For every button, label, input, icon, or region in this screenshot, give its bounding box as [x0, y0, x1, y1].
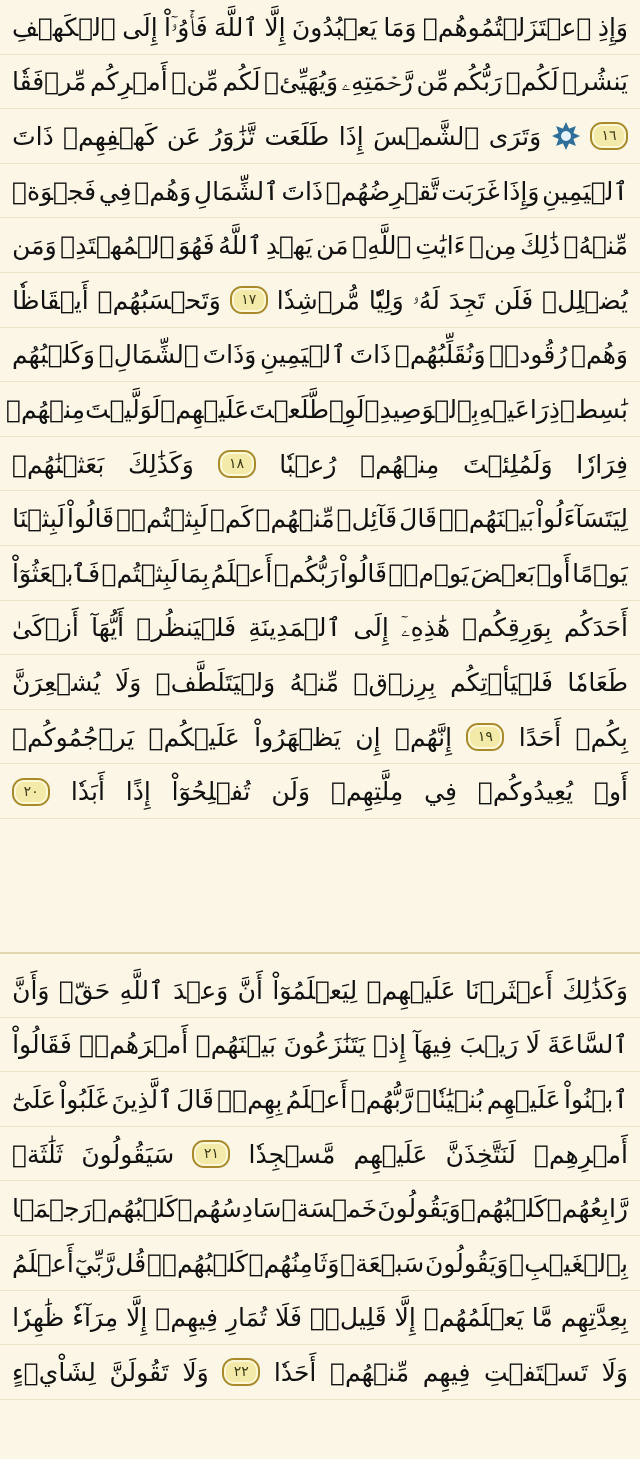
quran-word: يَظۡهَرُواْ [254, 722, 341, 752]
bottom-line-1 [0, 963, 640, 1018]
quran-word: وَهُمۡ [571, 340, 628, 370]
quran-word: فِيهِمۡ [155, 1303, 218, 1333]
quran-word: لِيَتَسَآءَلُواْ [536, 504, 628, 534]
quran-word: يَوۡمٖۚ [388, 558, 469, 588]
quran-word: ٱعۡتَزَلۡتُمُوهُمۡ [422, 12, 592, 42]
quran-word: فَقَالُواْ [12, 1030, 72, 1060]
quran-word: هَٰذِهِۦٓ [401, 613, 450, 643]
quran-word: سَيَقُولُونَ [81, 1139, 175, 1169]
quran-word: مُّرۡشِدٗا [276, 285, 360, 315]
quran-word: خَمۡسَةٞ [281, 1194, 378, 1224]
quran-word: ثَلَٰثَةٞ [12, 1139, 64, 1169]
quran-word: أَحَدَكُم [563, 613, 628, 643]
quran-word: مَن [316, 231, 349, 261]
quran-word: ذِرَاعَيۡهِ [478, 394, 560, 424]
quran-word: لَبِثۡتُمۡۖ [116, 504, 208, 534]
quran-word: عَن [166, 121, 201, 151]
quran-word: ٱلۡكَهۡفِ [12, 12, 116, 42]
quran-word: ٱللَّهِۗ [352, 231, 412, 261]
quran-word: وَلِيّٗا [368, 285, 404, 315]
quran-word: وَإِذِ [597, 12, 628, 42]
quran-word: كَلۡبُهُمۡ [91, 1194, 178, 1224]
quran-word: تَّزَٰوَرُ [210, 121, 256, 151]
ayah-number-marker: ١٩ [466, 723, 504, 751]
quran-word: ذَاتَ [349, 340, 392, 370]
quran-word: رَيۡبَ [459, 1030, 519, 1060]
quran-word: طَعَامٗا [567, 667, 628, 697]
quran-word: بِعِدَّتِهِم [560, 1303, 628, 1333]
quran-word: ٱلشِّمَالِ [193, 176, 279, 206]
quran-word: فَٱبۡعَثُوٓاْ [12, 558, 101, 588]
quran-word: تَقُولَنَّ [109, 1357, 169, 1387]
quran-word: لَوَلَّيۡتَ [85, 394, 161, 424]
quran-word: وَلَمُلِئۡتَ [463, 449, 553, 479]
quran-word: فَأۡوُۥٓاْ [164, 12, 208, 42]
top-line-5 [0, 218, 640, 273]
quran-word: مِّرۡفَقٗا [12, 67, 87, 97]
quran-word: مِّنۡهُ [289, 667, 340, 697]
quran-word: كَهۡفِهِمۡ [63, 121, 158, 151]
quran-word: أَحَدٗا [273, 1357, 317, 1387]
quran-word: ٱلۡيَمِينِ [542, 176, 628, 206]
quran-word: وَكَذَٰلِكَ [562, 975, 628, 1005]
quran-word: لِيَعۡلَمُوٓاْ [272, 975, 358, 1005]
quran-word: وَمَن [12, 231, 57, 261]
top-line-7 [0, 328, 640, 383]
quran-word: أَمۡرَهُمۡۖ [79, 1030, 189, 1060]
sajdah-star-icon [551, 121, 581, 151]
top-line-12 [0, 601, 640, 656]
quran-word: قَآئِلٞ [336, 504, 398, 534]
quran-word: رُقُودٞۚ [489, 340, 568, 370]
quran-word: أَبَدٗا [70, 777, 105, 807]
quran-word: ذَاتَ [12, 121, 54, 151]
quran-word: بِرِزۡقٖ [353, 667, 436, 697]
quran-word: يَرۡجُمُوكُمۡ [12, 722, 135, 752]
quran-word: أَمۡرِهِمۡ [534, 1139, 628, 1169]
quran-word: عَلَيۡهِمۡ [366, 975, 456, 1005]
quran-word: بَعۡضَ [470, 558, 536, 588]
quran-word: عَلَيۡهِم [353, 1139, 428, 1169]
quran-word: لَهُۥ [412, 285, 440, 315]
quran-word: يَوۡمًا [572, 558, 628, 588]
quran-word: مِّن [416, 67, 449, 97]
quran-word: قَالَ [176, 1084, 214, 1114]
quran-word: قَالُواْ [339, 558, 387, 588]
quran-word: سَبۡعَةٞ [340, 1248, 425, 1278]
quran-word: وَلَن [271, 777, 311, 807]
quran-word: أَمۡرِكُم [90, 67, 168, 97]
top-line-15 [0, 764, 640, 819]
quran-word: يَعۡبُدُونَ [291, 12, 378, 42]
quran-word: رَّبُّهُمۡ [350, 1084, 413, 1114]
quran-word: قَلِيلٞۗ [309, 1303, 387, 1333]
top-line-8 [0, 382, 640, 437]
quran-word: إِنَّهُمۡ [394, 722, 453, 752]
quran-word: وَيُهَيِّئۡ [264, 67, 339, 97]
quran-word: إِلَّا [126, 1303, 148, 1333]
quran-word: طَلَعَت [264, 121, 330, 151]
quran-word: فَلۡيَنظُرۡ [136, 613, 237, 643]
quran-word: ٱطَّلَعۡتَ [249, 394, 345, 424]
quran-word: تُفۡلِحُوٓاْ [171, 777, 251, 807]
quran-word: وَيَقُولُونَ [377, 1194, 461, 1224]
top-line-11 [0, 546, 640, 601]
quran-word: بَٰسِطٞ [560, 394, 628, 424]
quran-word: وَأَنَّ [12, 975, 50, 1005]
quran-word: فَلَا [275, 1303, 302, 1333]
quran-word: وَذَاتَ [202, 340, 257, 370]
quran-word: وَتَرَى [488, 121, 542, 151]
quran-word: عَلَيۡهِم [486, 1084, 561, 1114]
quran-word: مِنۡهُمۡ [360, 449, 440, 479]
quran-word: أَوۡ [536, 558, 571, 588]
quran-word: إِذَا [338, 121, 364, 151]
quran-word: فَلَن [493, 285, 534, 315]
quran-word: يَهۡدِ [265, 231, 313, 261]
quran-word: فِي [98, 176, 132, 206]
quran-word: يُضۡلِلۡ [542, 285, 628, 315]
quran-word: رَبُّكُمۡ [273, 558, 339, 588]
quran-word: ءَايَٰتِ [415, 231, 466, 261]
ayah-number-marker: ٢١ [192, 1140, 230, 1168]
quran-word: وَلۡيَتَلَطَّفۡ [155, 667, 276, 697]
quran-word: ٱلَّذِينَ [111, 1084, 173, 1114]
top-line-6 [0, 273, 640, 328]
quran-word: وَإِذَا [502, 176, 540, 206]
quran-word: ٱلشَّمۡسَ [373, 121, 480, 151]
top-line-4 [0, 164, 640, 219]
quran-word: ٱلسَّاعَةَ [547, 1030, 628, 1060]
quran-word: كَلۡبُهُمۡ [460, 1194, 547, 1224]
quran-word: أَنَّ [237, 975, 263, 1005]
quran-word: إِذۡ [372, 1030, 407, 1060]
quran-word: لَكُم [222, 67, 261, 97]
quran-word: بُنۡيَٰنٗاۖ [416, 1084, 484, 1114]
quran-word: قَالَ [399, 504, 437, 534]
quran-word: مِّنۡهُمۡ [330, 1357, 410, 1387]
ayah-number-marker: ٢٢ [222, 1358, 260, 1386]
quran-word: وَنُقَلِّبُهُمۡ [394, 340, 486, 370]
quran-word: كَمۡ [209, 504, 254, 534]
quran-word: فِي [424, 777, 457, 807]
quran-word: مَّسۡجِدٗا [248, 1139, 336, 1169]
quran-word: فَهُوَ [178, 231, 215, 261]
top-line-14 [0, 710, 640, 765]
quran-word: أَعۡثَرۡنَا [464, 975, 553, 1005]
quran-word: وَلَا [182, 1357, 209, 1387]
quran-word: أَعۡلَمُ [210, 558, 273, 588]
quran-word: لَنَتَّخِذَنَّ [445, 1139, 516, 1169]
quran-word: بِٱلۡوَصِيدِۚ [364, 394, 479, 424]
quran-word: بِمَا [180, 558, 210, 588]
ayah-number-marker: ١٧ [230, 286, 268, 314]
quran-word: بَعَثۡنَٰهُمۡ [12, 449, 105, 479]
quran-word: ٱللَّهَ [214, 12, 258, 42]
quran-word: رَّابِعُهُمۡ [546, 1194, 628, 1224]
quran-word: حَقّٞ [58, 975, 111, 1005]
quran-word: ٱلۡيَمِينِ [260, 340, 346, 370]
quran-word: تُمَارِ [225, 1303, 268, 1333]
quran-word: أَعۡلَمُ [285, 1084, 348, 1114]
quran-word: وَعۡدَ [173, 975, 229, 1005]
quran-word: تَّقۡرِضُهُمۡ [325, 176, 439, 206]
quran-word: كَلۡبُهُمۡۚ [146, 1248, 248, 1278]
quran-word: مَّا [531, 1303, 553, 1333]
quran-word: لَبِثۡنَا [12, 504, 65, 534]
quran-word: رُعۡبٗا [279, 449, 337, 479]
quran-word: يَنشُرۡ [562, 67, 628, 97]
quran-word: ذَٰلِكَ [520, 231, 560, 261]
quran-word: وَيَقُولُونَ [424, 1248, 509, 1278]
top-line-10 [0, 491, 640, 546]
quran-word: رَجۡمَۢا [12, 1194, 92, 1224]
bottom-line-4 [0, 1127, 640, 1182]
quran-word: غَرَبَت [441, 176, 500, 206]
quran-word: مِرَآءٗ [72, 1303, 119, 1333]
page-divider [0, 946, 640, 960]
quran-word: بِكُمۡ [575, 722, 628, 752]
bottom-line-2 [0, 1018, 640, 1073]
quran-word: وَثَامِنُهُمۡ [248, 1248, 340, 1278]
quran-word: رَّحۡمَتِهِۦ [341, 67, 413, 97]
quran-word: يُعِيدُوكُمۡ [477, 777, 574, 807]
quran-word: ٱللَّهُ [218, 231, 263, 261]
quran-word: وَلَا [114, 667, 142, 697]
quran-word: لَكُمۡ [505, 67, 559, 97]
quran-word: أَوۡ [593, 777, 628, 807]
quran-word: مِّنۡهُۚ [563, 231, 628, 261]
quran-word: رَبُّكُم [452, 67, 503, 97]
quran-word: مِنۡ [469, 231, 517, 261]
quran-word: إِلَّا [264, 12, 286, 42]
quran-word: مِلَّتِهِمۡ [330, 777, 404, 807]
quran-word: ذَاتَ [281, 176, 324, 206]
quran-word: فِرَارٗا [576, 449, 628, 479]
top-line-13 [0, 655, 640, 710]
quran-word: يُشۡعِرَنَّ [12, 667, 101, 697]
bottom-line-8 [0, 1345, 640, 1400]
quran-word: لِشَاْيۡءٍ [12, 1357, 96, 1387]
quran-word: رَّبِّيٓ [74, 1248, 115, 1278]
quran-word: فَلۡيَأۡتِكُم [450, 667, 553, 697]
quran-word: مِنۡهُمۡ [5, 394, 86, 424]
quran-word: فِيهِم [422, 1357, 471, 1387]
top-line-9 [0, 437, 640, 492]
top-line-3 [0, 109, 640, 164]
quran-word: بَيۡنَهُمۡ [195, 1030, 276, 1060]
quran-word: تَسۡتَفۡتِ [484, 1357, 589, 1387]
quran-word: بِٱلۡغَيۡبِۖ [509, 1248, 628, 1278]
quran-word: إِلَى [122, 12, 158, 42]
quran-word: أَحَدًا [518, 722, 562, 752]
quran-word: قُل [115, 1248, 147, 1278]
quran-word: يَتَنَٰزَعُونَ [283, 1030, 366, 1060]
quran-word: لَا [525, 1030, 540, 1060]
quran-word: ٱلشِّمَالِۖ [98, 340, 199, 370]
quran-word: فَجۡوَةٖ [12, 176, 97, 206]
quran-word: لَوِ [344, 394, 365, 424]
quran-word: مِّنۡ [171, 67, 219, 97]
quran-word: عَلَيۡهِمۡ [160, 394, 250, 424]
quran-word: أَزۡكَىٰ [12, 613, 79, 643]
quran-word: بِهِمۡۚ [217, 1084, 283, 1114]
top-line-2 [0, 55, 640, 110]
quran-word: وَكَلۡبُهُم [12, 340, 95, 370]
quran-word: عَلَيۡكُمۡ [148, 722, 240, 752]
quran-word: أَعۡلَمُ [12, 1248, 74, 1278]
quran-word: ظَٰهِرٗا [12, 1303, 65, 1333]
quran-word: إِذًا [125, 777, 151, 807]
quran-word: وَكَذَٰلِكَ [128, 449, 194, 479]
quran-word: قَالُواْ [67, 504, 115, 534]
bottom-text-block [0, 963, 640, 1400]
quran-word: عَلَىٰٓ [12, 1084, 57, 1114]
quran-word: إِلَى [353, 613, 389, 643]
quran-word: يَعۡلَمُهُمۡ [423, 1303, 524, 1333]
quran-word: بَيۡنَهُمۡۚ [438, 504, 535, 534]
bottom-line-5 [0, 1181, 640, 1236]
quran-word: وَهُمۡ [134, 176, 192, 206]
quran-word: ٱلۡمُهۡتَدِۖ [60, 231, 175, 261]
quran-word: تَجِدَ [448, 285, 486, 315]
bottom-line-3 [0, 1072, 640, 1127]
bottom-line-7 [0, 1291, 640, 1346]
quran-word: أَيُّهَآ [91, 613, 125, 643]
quran-word: وَتَحۡسَبُهُمۡ [97, 285, 221, 315]
quran-word: مِّنۡهُمۡ [255, 504, 335, 534]
quran-word: غَلَبُواْ [59, 1084, 109, 1114]
quran-word: ٱلۡمَدِينَةِ [248, 613, 342, 643]
quran-word: وَلَا [601, 1357, 628, 1387]
top-line-1 [0, 0, 640, 55]
ayah-number-marker: ١٨ [218, 450, 256, 478]
quran-word: ٱبۡنُواْ [563, 1084, 628, 1114]
quran-word: فِيهَآ [413, 1030, 453, 1060]
quran-word: سَادِسُهُمۡ [177, 1194, 282, 1224]
ayah-number-marker: ١٦ [590, 122, 628, 150]
quran-word: لَبِثۡتُمۡ [101, 558, 179, 588]
quran-word: بِوَرِقِكُمۡ [462, 613, 552, 643]
quran-word: أَيۡقَاظٗا [12, 285, 89, 315]
quran-word: وَمَا [383, 12, 417, 42]
quran-word: إِن [355, 722, 381, 752]
ayah-number-marker: ٢٠ [12, 778, 50, 806]
bottom-line-6 [0, 1236, 640, 1291]
quran-word: ٱللَّهِ [119, 975, 164, 1005]
quran-word: إِلَّا [394, 1303, 416, 1333]
